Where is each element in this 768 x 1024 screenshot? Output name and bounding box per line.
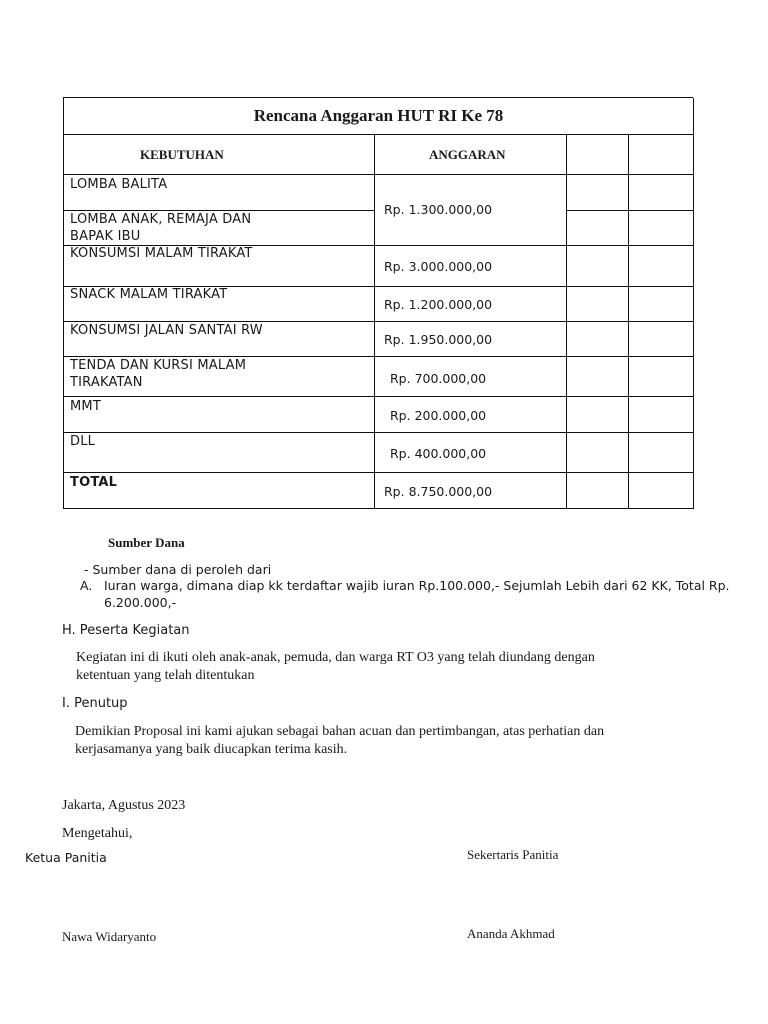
table-title-cell	[64, 98, 694, 135]
total-value: Rp. 8.750.000,00	[384, 484, 493, 499]
table-row-total	[64, 473, 375, 509]
peserta-line1: Kegiatan ini di ikuti oleh anak-anak, pemuda, dan warga RT O3 yang telah diundang dengan	[76, 650, 595, 665]
amount-cell	[375, 357, 567, 397]
empty-cell	[629, 287, 694, 322]
empty-cell	[567, 246, 629, 287]
sumber-dana-marker: A.	[80, 578, 93, 593]
table-row	[64, 211, 375, 246]
amount-cell	[375, 246, 567, 287]
amount-cell	[375, 287, 567, 322]
item-name: MMT	[70, 399, 101, 414]
amount-cell	[375, 433, 567, 473]
amount-cell	[375, 322, 567, 357]
table-row	[64, 246, 375, 287]
amount-value: Rp. 200.000,00	[390, 408, 487, 423]
empty-cell	[629, 246, 694, 287]
header-kebutuhan: KEBUTUHAN	[140, 147, 224, 162]
item-name: LOMBA ANAK, REMAJA DAN BAPAK IBU	[70, 212, 252, 244]
empty-cell	[629, 357, 694, 397]
sekretaris-role: Sekertaris Panitia	[467, 847, 559, 862]
amount-cell	[375, 397, 567, 433]
section-heading-peserta: H. Peserta Kegiatan	[62, 623, 190, 638]
total-label: TOTAL	[70, 475, 118, 490]
header-empty-cell	[567, 135, 629, 175]
sumber-dana-item-line2: 6.200.000,-	[104, 595, 177, 610]
table-row	[64, 322, 375, 357]
sumber-dana-heading: Sumber Dana	[108, 535, 185, 550]
table-row	[64, 357, 375, 397]
amount-cell-total	[375, 473, 567, 509]
mengetahui-label: Mengetahui,	[62, 826, 133, 841]
header-anggaran: ANGGARAN	[429, 147, 506, 162]
empty-cell	[629, 175, 694, 211]
empty-cell	[567, 287, 629, 322]
item-name: SNACK MALAM TIRAKAT	[70, 287, 228, 302]
amount-cell	[375, 175, 567, 246]
table-row	[64, 175, 375, 211]
empty-cell	[629, 473, 694, 509]
amount-value: Rp. 1.200.000,00	[384, 297, 493, 312]
header-anggaran-cell	[375, 135, 567, 175]
empty-cell	[567, 473, 629, 509]
table-title: Rencana Anggaran HUT RI Ke 78	[253, 106, 504, 125]
item-name: DLL	[70, 434, 96, 449]
sekretaris-name: Ananda Akhmad	[467, 926, 555, 941]
amount-value: Rp. 1.950.000,00	[384, 332, 493, 347]
item-name: KONSUMSI JALAN SANTAI RW	[70, 323, 263, 338]
header-kebutuhan-cell	[64, 135, 375, 175]
empty-cell	[629, 322, 694, 357]
place-date: Jakarta, Agustus 2023	[62, 798, 186, 813]
empty-cell	[629, 397, 694, 433]
budget-table	[63, 97, 693, 509]
amount-value: Rp. 700.000,00	[390, 371, 487, 386]
empty-cell	[567, 433, 629, 473]
ketua-name: Nawa Widaryanto	[62, 929, 157, 944]
item-name: LOMBA BALITA	[70, 177, 168, 192]
item-name: TENDA DAN KURSI MALAM TIRAKATAN	[70, 358, 247, 390]
section-heading-penutup: I. Penutup	[62, 696, 128, 711]
table-row	[64, 287, 375, 322]
table-row	[64, 397, 375, 433]
sumber-dana-item-line1: Iuran warga, dimana diap kk terdaftar wajib iuran Rp.100.000,- Sejumlah Lebih dari 62 KK, Total Rp.	[104, 578, 730, 593]
sumber-dana-intro: - Sumber dana di peroleh dari	[84, 562, 272, 577]
amount-value: Rp. 1.300.000,00	[384, 202, 493, 217]
empty-cell	[567, 211, 629, 246]
empty-cell	[567, 357, 629, 397]
penutup-line1: Demikian Proposal ini kami ajukan sebagai bahan acuan dan pertimbangan, atas perhatian dan	[75, 724, 605, 739]
table-row	[64, 433, 375, 473]
item-name: KONSUMSI MALAM TIRAKAT	[70, 246, 253, 261]
penutup-line2: kerjasamanya yang baik diucapkan terima kasih.	[75, 742, 348, 757]
amount-value: Rp. 3.000.000,00	[384, 259, 493, 274]
ketua-role: Ketua Panitia	[25, 850, 107, 865]
amount-value: Rp. 400.000,00	[390, 446, 487, 461]
peserta-line2: ketentuan yang telah ditentukan	[76, 668, 255, 683]
empty-cell	[567, 175, 629, 211]
empty-cell	[567, 322, 629, 357]
header-empty-cell	[629, 135, 694, 175]
empty-cell	[629, 211, 694, 246]
empty-cell	[567, 397, 629, 433]
empty-cell	[629, 433, 694, 473]
